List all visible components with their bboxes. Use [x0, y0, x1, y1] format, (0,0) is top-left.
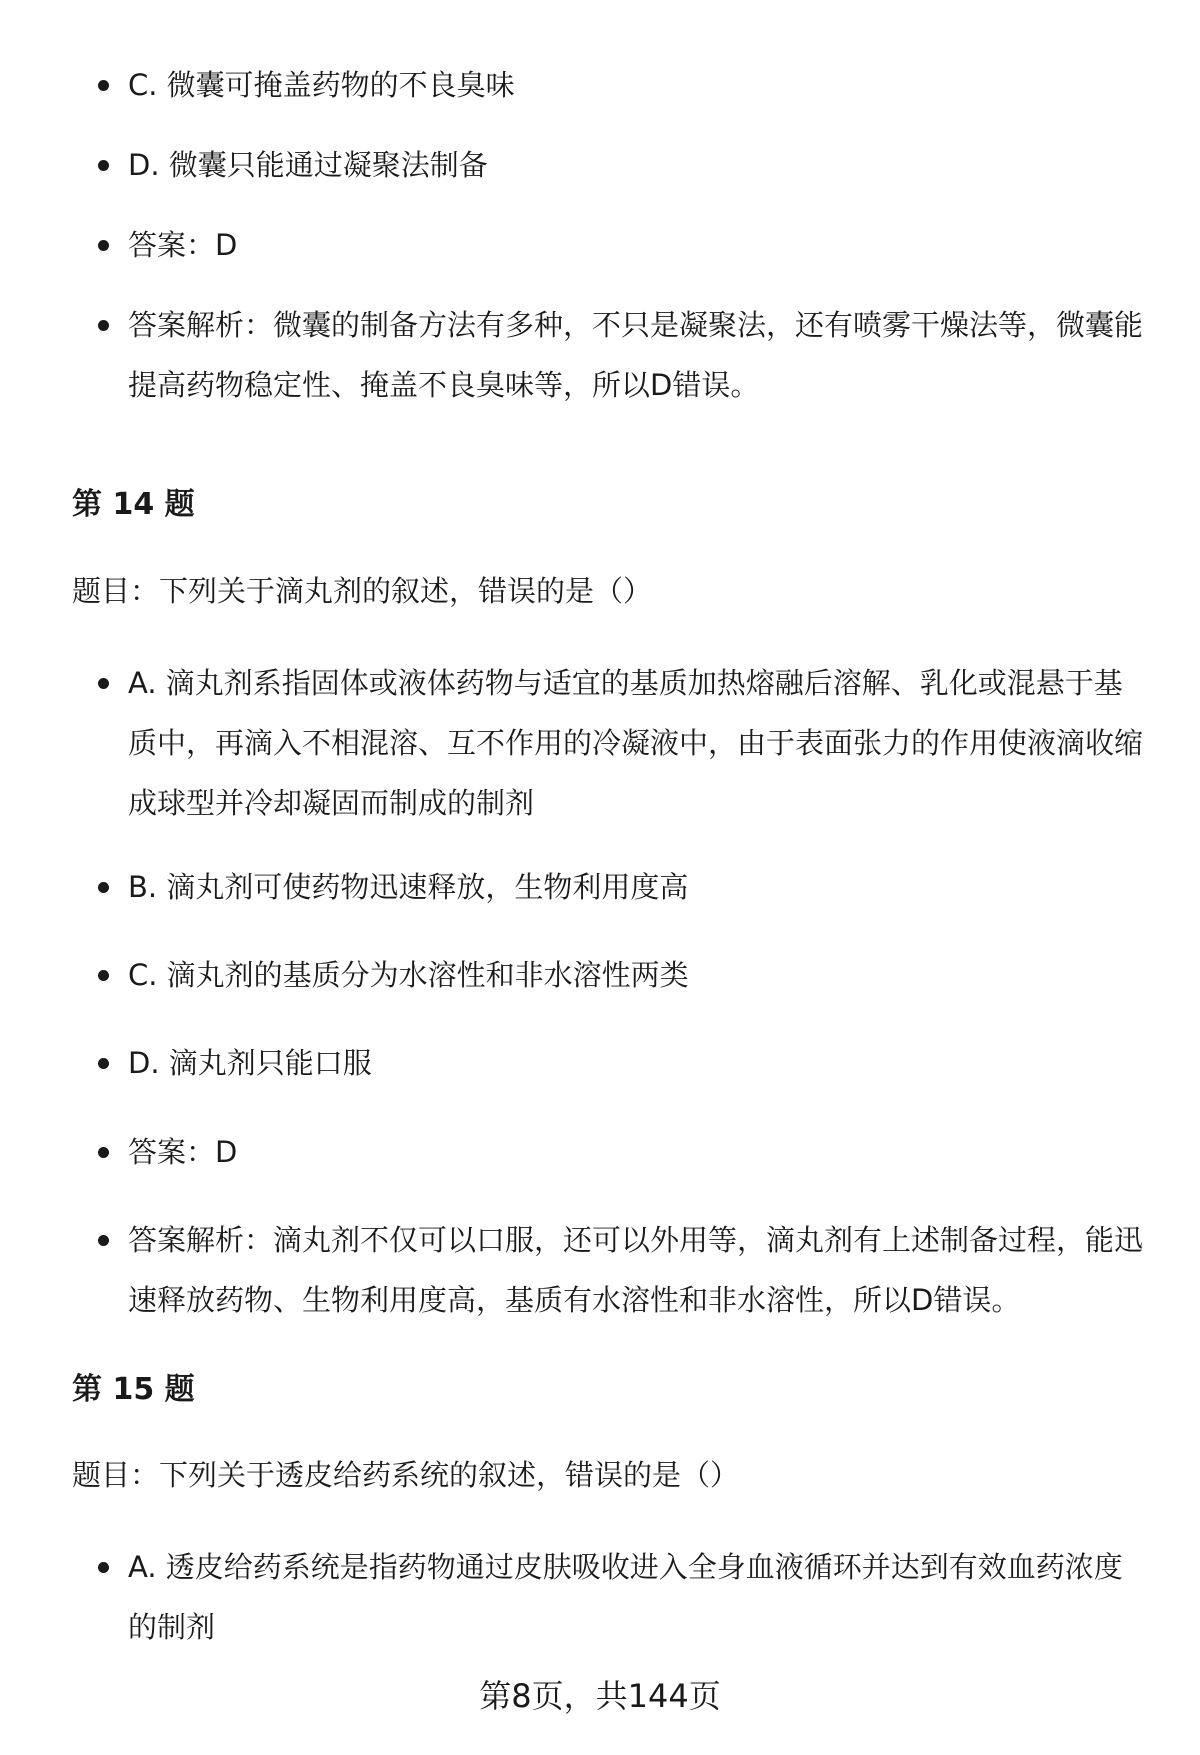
list-item: B. 滴丸剂可使药物迅速释放，生物利用度高: [128, 857, 1148, 917]
list-item: 答案：D: [128, 215, 1148, 275]
list-item: C. 滴丸剂的基质分为水溶性和非水溶性两类: [128, 945, 1148, 1005]
question-14-stem: 题目：下列关于滴丸剂的叙述，错误的是（）: [72, 574, 653, 608]
list-item: 答案解析：微囊的制备方法有多种，不只是凝聚法，还有喷雾干燥法等，微囊能提高药物稳定性、掩盖不良臭味等，所以D错误。: [128, 295, 1148, 415]
list-item: D. 滴丸剂只能口服: [128, 1033, 1148, 1093]
list-item: A. 滴丸剂系指固体或液体药物与适宜的基质加热熔融后溶解、乳化或混悬于基质中，再滴入不相混溶、互不作用的冷凝液中，由于表面张力的作用使液滴收缩成球型并冷却凝固而制成的制剂: [128, 653, 1148, 833]
question-15-heading: 第 15 题: [72, 1372, 195, 1407]
list-item: C. 微囊可掩盖药物的不良臭味: [128, 55, 1148, 115]
list-item: D. 微囊只能通过凝聚法制备: [128, 135, 1148, 195]
list-item: A. 透皮给药系统是指药物通过皮肤吸收进入全身血液循环并达到有效血药浓度的制剂: [128, 1537, 1148, 1657]
list-item: 答案解析：滴丸剂不仅可以口服，还可以外用等，滴丸剂有上述制备过程，能迅速释放药物、生物利用度高，基质有水溶性和非水溶性，所以D错误。: [128, 1210, 1148, 1330]
page-footer: 第8页，共144页: [479, 1677, 721, 1715]
question-14-heading: 第 14 题: [72, 487, 195, 522]
list-item: 答案：D: [128, 1122, 1148, 1182]
question-15-stem: 题目：下列关于透皮给药系统的叙述，错误的是（）: [72, 1458, 740, 1492]
